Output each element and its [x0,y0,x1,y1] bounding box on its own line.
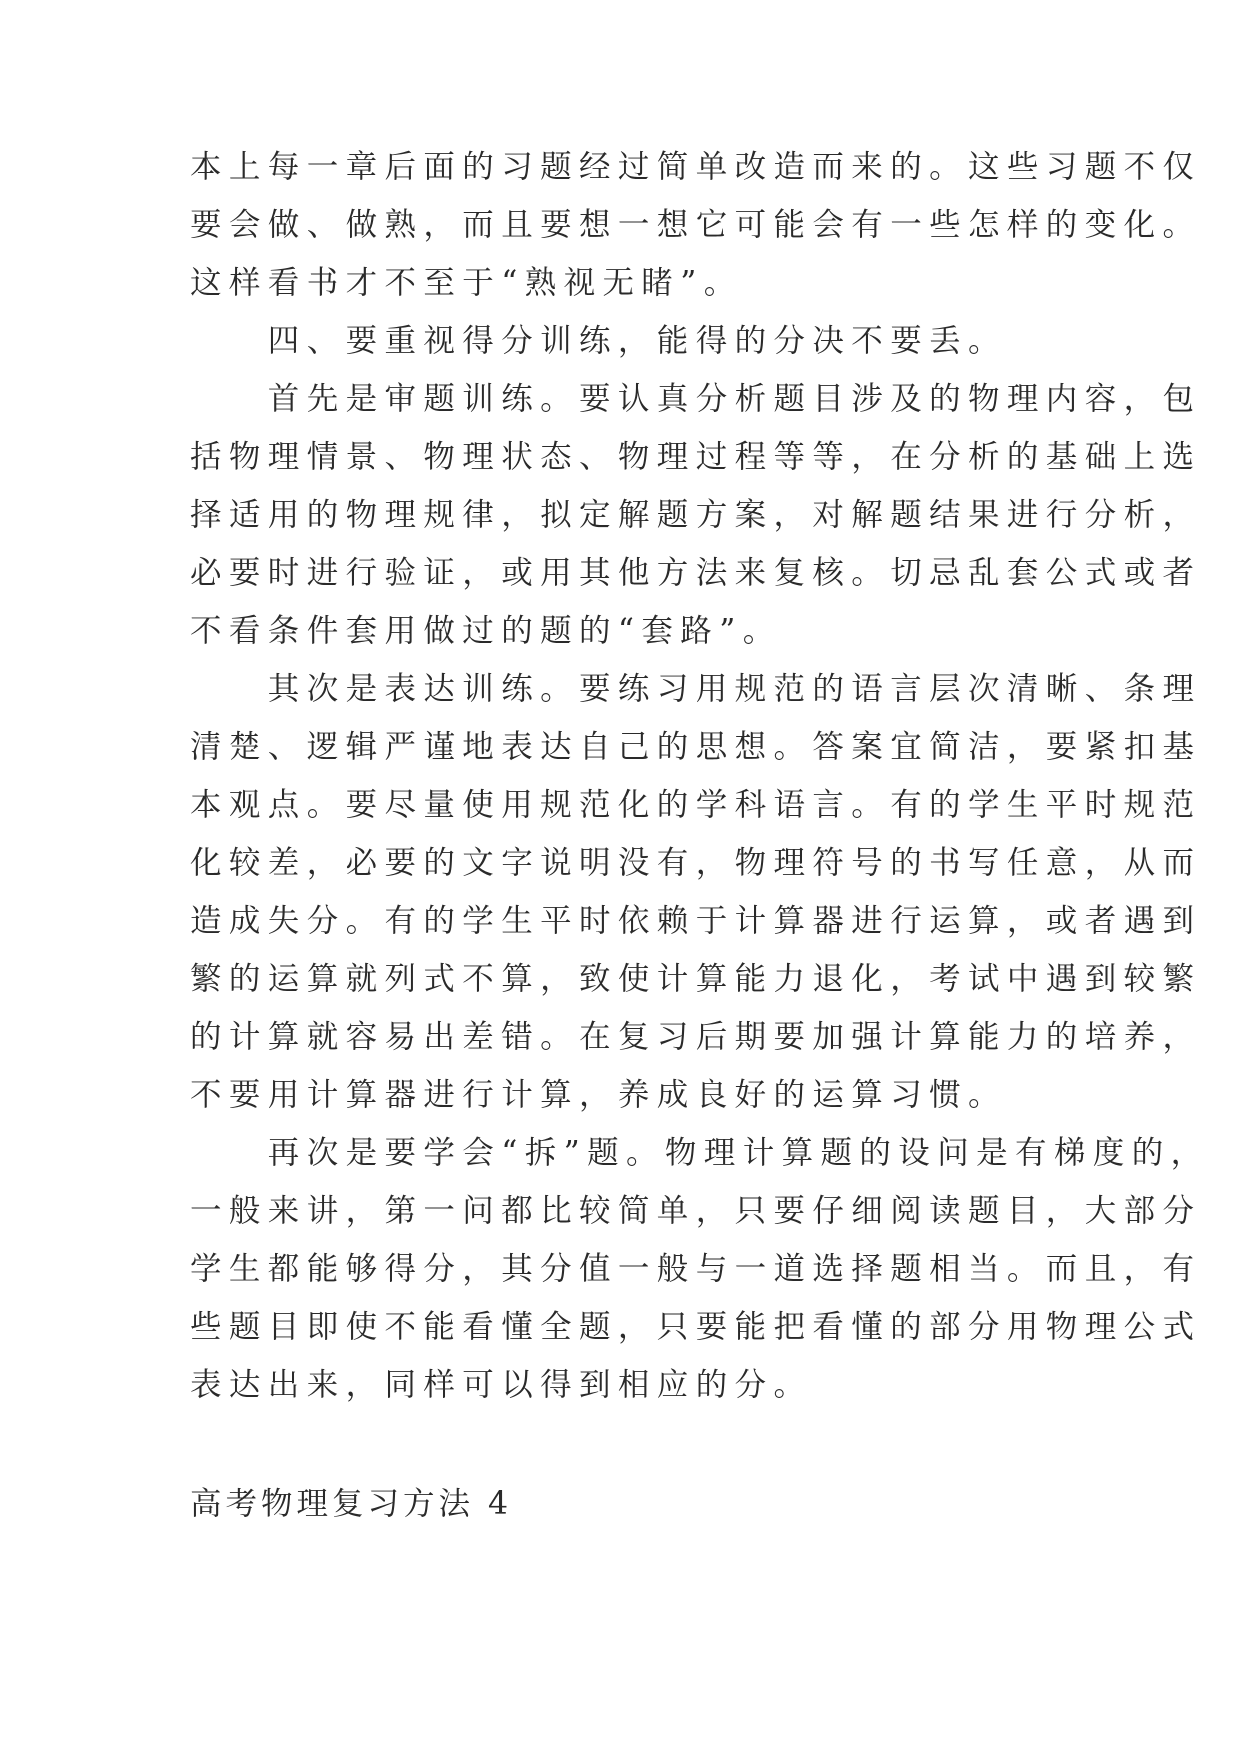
paragraph-line: 首先是审题训练。要认真分析题目涉及的物理内容，包 [190,381,1202,417]
paragraph-line: 清楚、逻辑严谨地表达自己的思想。答案宜简洁，要紧扣基 [190,729,1202,765]
paragraph-line: 些题目即使不能看懂全题，只要能把看懂的部分用物理公式 [190,1309,1202,1345]
paragraph-line: 繁的运算就列式不算，致使计算能力退化，考试中遇到较繁 [190,961,1202,997]
paragraph-line: 化较差，必要的文字说明没有，物理符号的书写任意，从而 [190,845,1202,881]
paragraph-line: 四、要重视得分训练，能得的分决不要丢。 [190,323,1007,359]
paragraph-line: 这样看书才不至于“熟视无睹”。 [190,265,743,301]
paragraph-line: 括物理情景、物理状态、物理过程等等，在分析的基础上选 [190,439,1202,475]
paragraph-line: 再次是要学会“拆”题。物理计算题的设问是有梯度的， [190,1135,1210,1171]
paragraph-line: 一般来讲，第一问都比较简单，只要仔细阅读题目，大部分 [190,1193,1202,1229]
paragraph-line: 表达出来，同样可以得到相应的分。 [190,1367,813,1403]
paragraph-line: 学生都能够得分，其分值一般与一道选择题相当。而且，有 [190,1251,1202,1287]
paragraph-line: 不要用计算器进行计算，养成良好的运算习惯。 [190,1077,1007,1113]
paragraph-line: 必要时进行验证，或用其他方法来复核。切忌乱套公式或者 [190,555,1202,591]
paragraph-line: 本上每一章后面的习题经过简单改造而来的。这些习题不仅 [190,149,1202,185]
paragraph-line: 本观点。要尽量使用规范化的学科语言。有的学生平时规范 [190,787,1202,823]
paragraph-line: 其次是表达训练。要练习用规范的语言层次清晰、条理 [190,671,1202,707]
paragraph-line: 择适用的物理规律，拟定解题方案，对解题结果进行分析， [190,497,1202,533]
paragraph-line: 要会做、做熟，而且要想一想它可能会有一些怎样的变化。 [190,207,1202,243]
paragraph-line: 造成失分。有的学生平时依赖于计算器进行运算，或者遇到 [190,903,1202,939]
section-heading: 高考物理复习方法 4 [190,1486,513,1522]
paragraph-line: 的计算就容易出差错。在复习后期要加强计算能力的培养， [190,1019,1202,1055]
paragraph-line: 不看条件套用做过的题的“套路”。 [190,613,782,649]
